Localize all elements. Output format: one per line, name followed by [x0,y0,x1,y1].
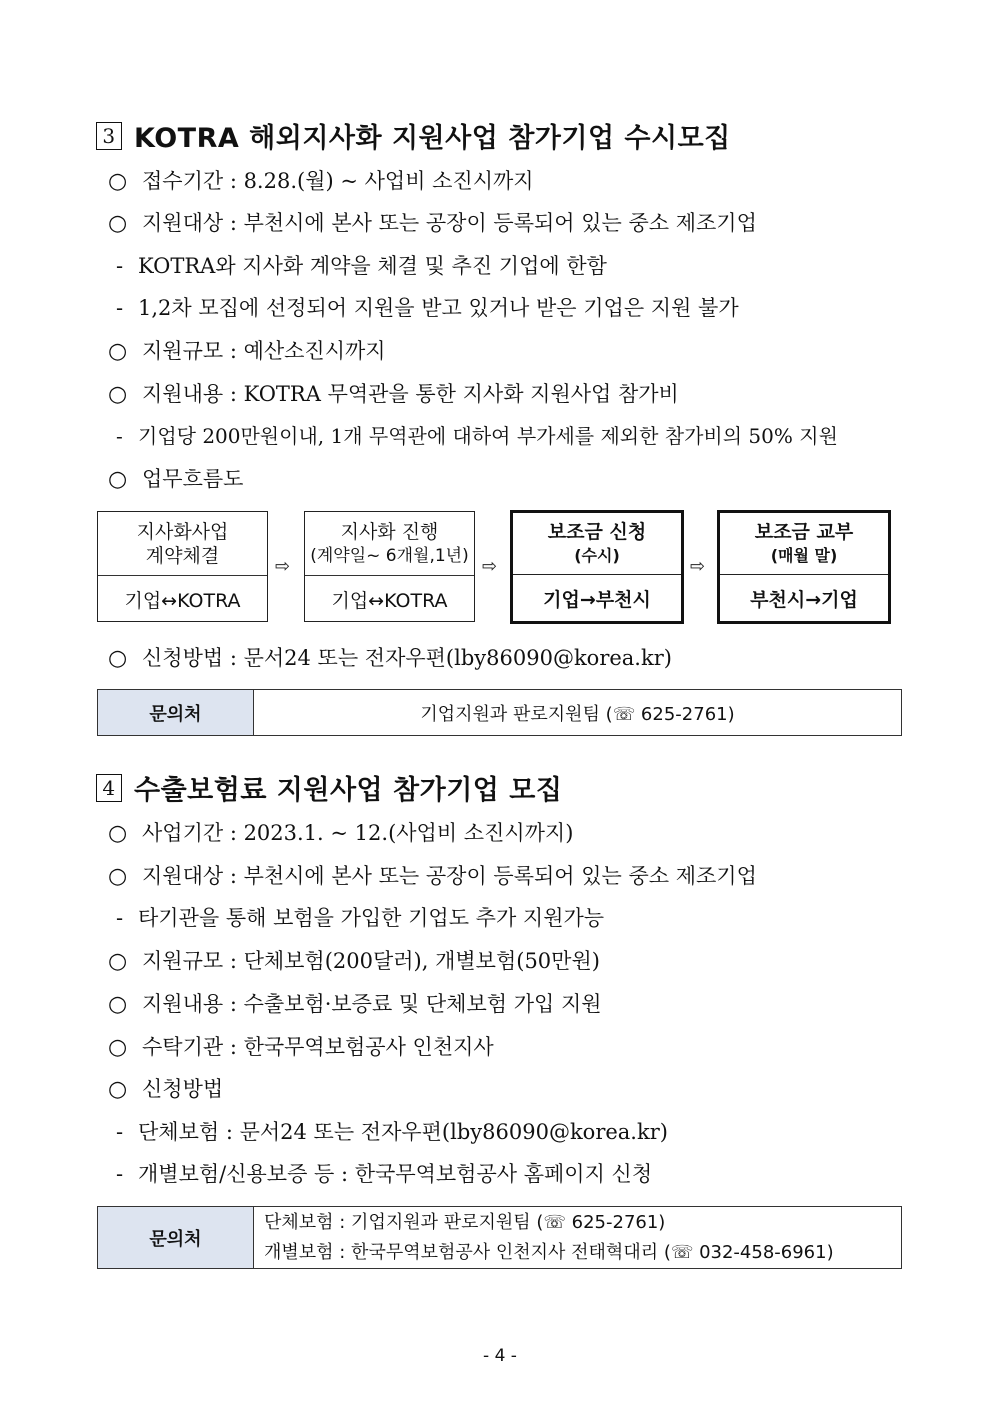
list-item-text: 사업기간 : 2023.1. ~ 12.(사업비 소진시까지) [142,821,574,845]
flow-step-parties: 기업↔KOTRA [331,589,448,612]
bullet-circle: ○ [108,821,128,846]
contact-table [97,689,902,736]
bullet-circle: ○ [108,1035,128,1060]
flow-step-title: 보조금 교부 [754,520,854,543]
contact-value: 기업지원과 판로지원팀 (☏ 625-2761) [420,703,735,725]
sub-item [116,903,604,933]
list-item-text: 업무흐름도 [142,467,244,491]
list-item-text: 타기관을 통해 보험을 가입한 기업도 추가 지원가능 [138,906,605,930]
section-4-heading [96,768,562,807]
bullet-circle: ○ [108,382,128,407]
bullet-dash: - [116,906,124,930]
flow-step-subtitle: (계약일~ 6개월,1년) [310,545,469,566]
bullet-circle: ○ [108,992,128,1017]
section-number-box: 3 [96,122,122,150]
contact-value: 개별보험 : 한국무역보험공사 인천지사 전태혁대리 (☏ 032-458-6961) [264,1241,834,1263]
list-item-text: 지원대상 : 부천시에 본사 또는 공장이 등록되어 있는 중소 제조기업 [142,864,757,888]
contact-value: 단체보험 : 기업지원과 판로지원팀 (☏ 625-2761) [264,1211,666,1233]
flow-step-progress [304,511,475,622]
list-item-text: 신청방법 [142,1077,224,1101]
bullet-dash: - [116,254,124,278]
bullet-dash: - [116,424,123,448]
list-item [108,1074,223,1105]
flow-step-title: 지사화사업 [136,520,229,543]
flow-step-parties: 기업→부천시 [543,588,651,611]
list-item-text: 1,2차 모집에 선정되어 지원을 받고 있거나 받은 기업은 지원 불가 [138,296,739,320]
bullet-circle: ○ [108,864,128,889]
section-number-box: 4 [96,774,122,802]
flow-step-title: 보조금 신청 [547,520,647,543]
flow-step-grant-subsidy [717,510,891,624]
list-item [108,989,602,1020]
bullet-circle: ○ [108,949,128,974]
list-item [108,643,672,674]
list-item-text: 수탁기관 : 한국무역보험공사 인천지사 [142,1035,494,1059]
bullet-circle: ○ [108,1077,128,1102]
bullet-dash: - [116,1162,124,1186]
list-item-text: 지원대상 : 부천시에 본사 또는 공장이 등록되어 있는 중소 제조기업 [142,211,757,235]
bullet-circle: ○ [108,646,128,671]
flow-step-subtitle: 계약체결 [145,544,220,567]
flow-step-title: 지사화 진행 [340,520,439,543]
contact-label: 문의처 [98,1207,254,1268]
list-item [108,861,757,892]
bullet-circle: ○ [108,339,128,364]
list-item [108,464,243,495]
sub-item [116,1117,668,1147]
bullet-circle: ○ [108,169,128,194]
page-number: - 4 - [483,1346,517,1366]
list-item-text: 지원규모 : 단체보험(200달러), 개별보험(50만원) [142,949,600,973]
section-title: KOTRA 해외지사화 지원사업 참가기업 수시모집 [134,123,731,154]
list-item [108,1032,494,1063]
contact-table [97,1206,902,1269]
flow-step-apply-subsidy [510,510,684,624]
bullet-dash: - [116,296,124,320]
list-item [108,379,679,410]
list-item-text: 단체보험 : 문서24 또는 전자우편(lby86090@korea.kr) [138,1120,668,1144]
contact-label: 문의처 [98,690,254,735]
list-item-text: 개별보험/신용보증 등 : 한국무역보험공사 홈페이지 신청 [138,1162,653,1186]
right-arrow-icon: ⇨ [482,556,498,577]
sub-item [116,293,739,323]
list-item [108,166,534,197]
list-item-text: 기업당 200만원이내, 1개 무역관에 대하여 부가세를 제외한 참가비의 50% 지원 [138,424,838,448]
bullet-circle: ○ [108,211,128,236]
sub-item [116,421,838,451]
list-item-text: 접수기간 : 8.28.(월) ~ 사업비 소진시까지 [142,169,534,193]
flow-step-parties: 기업↔KOTRA [124,589,241,612]
flow-step-contract [97,511,268,622]
list-item [108,818,573,849]
flow-step-subtitle: (매월 말) [770,545,838,565]
list-item-text: KOTRA와 지사화 계약을 체결 및 추진 기업에 한함 [138,254,607,278]
sub-item [116,1159,652,1189]
list-item-text: 지원내용 : KOTRA 무역관을 통한 지사화 지원사업 참가비 [142,382,679,406]
flow-step-subtitle: (수시) [574,545,620,565]
list-item-text: 지원내용 : 수출보험·보증료 및 단체보험 가입 지원 [142,992,602,1016]
bullet-dash: - [116,1120,124,1144]
list-item [108,946,600,977]
bullet-circle: ○ [108,467,128,492]
flow-step-parties: 부천시→기업 [750,588,858,611]
list-item-text: 지원규모 : 예산소진시까지 [142,339,386,363]
list-item-text: 신청방법 : 문서24 또는 전자우편(lby86090@korea.kr) [142,646,672,670]
right-arrow-icon: ⇨ [275,556,291,577]
sub-item [116,251,607,281]
right-arrow-icon: ⇨ [690,556,706,577]
section-title: 수출보험료 지원사업 참가기업 모집 [134,775,563,806]
list-item [108,336,386,367]
list-item [108,208,757,239]
section-3-heading [96,116,731,155]
